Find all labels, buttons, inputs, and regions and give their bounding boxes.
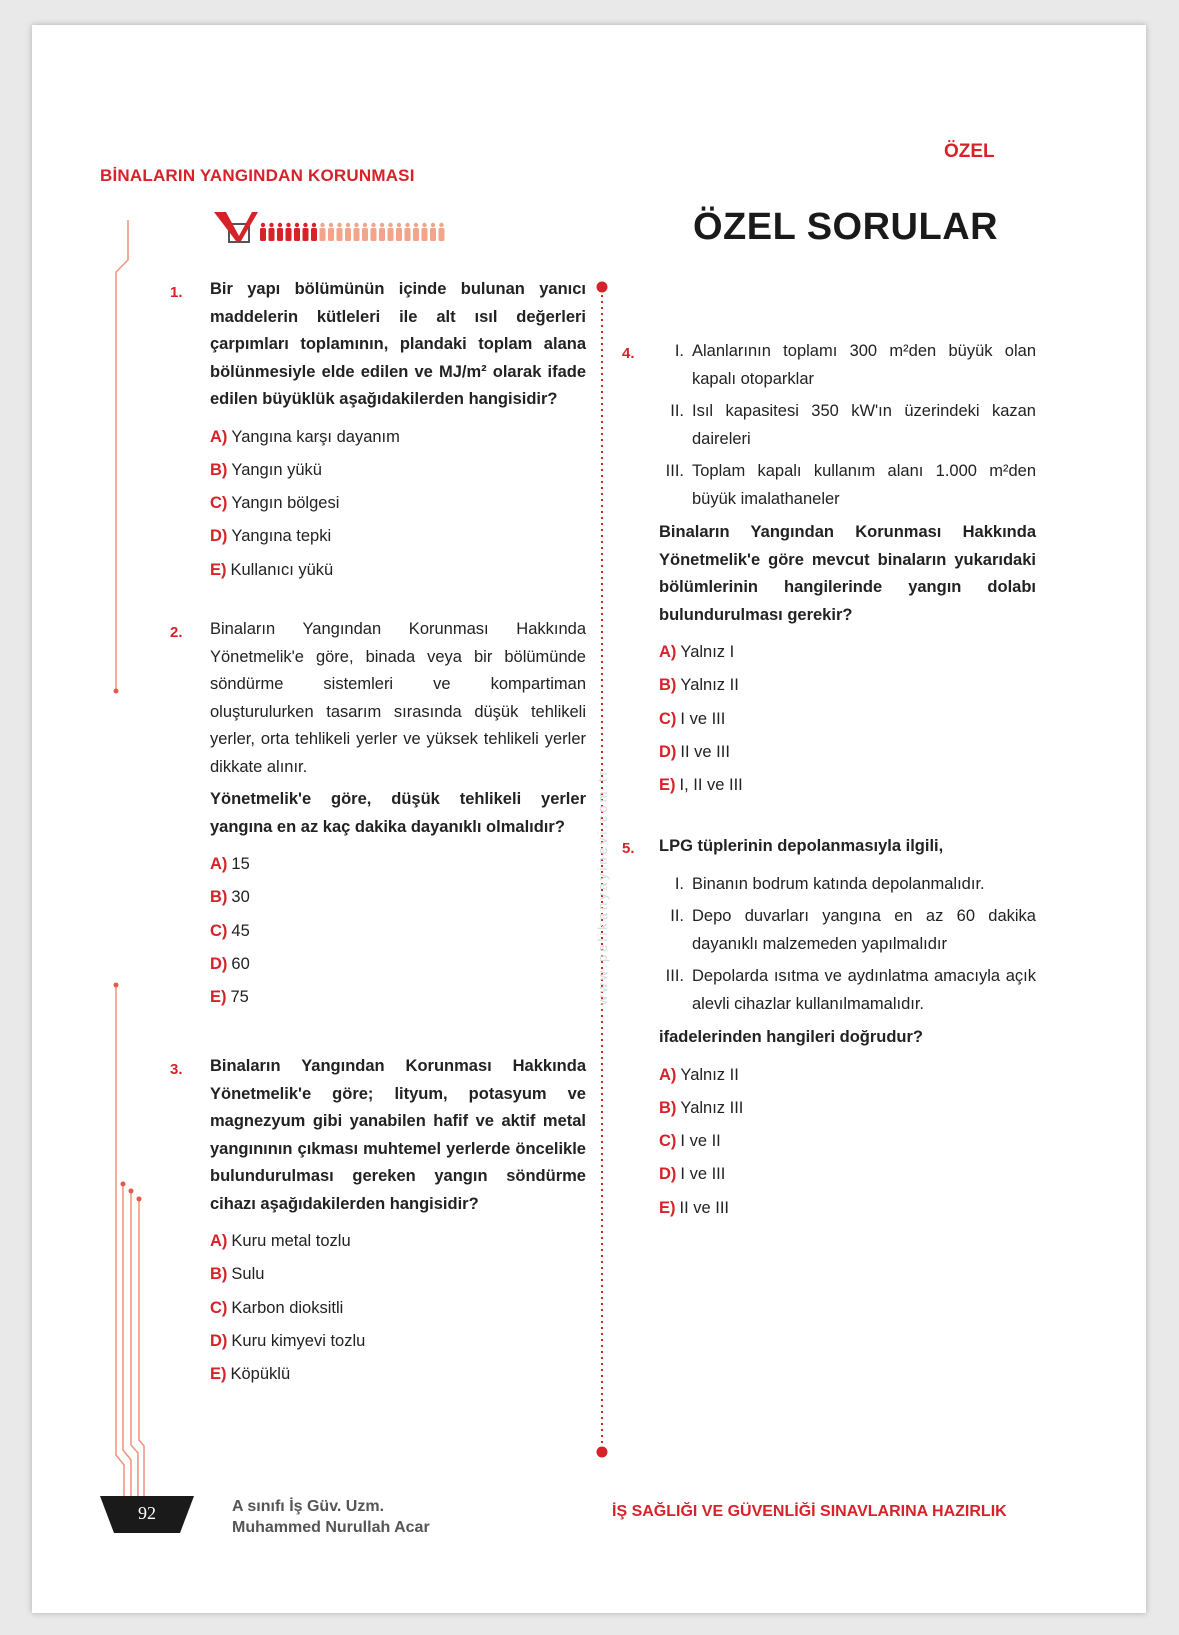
person-icon: [430, 223, 436, 241]
options: [210, 851, 586, 1017]
option-text: Kuru metal tozlu: [231, 1232, 351, 1250]
option-c[interactable]: [659, 706, 1036, 739]
question-number: 3.: [170, 1061, 183, 1078]
item-text: Binanın bodrum katında depolanmalıdır.: [692, 874, 985, 893]
option-letter: E): [210, 1365, 227, 1384]
option-a[interactable]: [210, 424, 586, 457]
person-icon: [260, 223, 266, 241]
option-letter: E): [659, 776, 676, 795]
option-d[interactable]: [210, 523, 586, 556]
page: [32, 25, 1146, 1613]
item-text: Depo duvarları yangına en az 60 dakika dayanıklı malzemeden yapılmalıdır: [692, 907, 1036, 953]
roman-numeral: I.: [674, 874, 684, 893]
option-e[interactable]: [210, 557, 586, 590]
question-2: [210, 616, 586, 1017]
option-a[interactable]: [210, 851, 586, 884]
person-icon: [379, 223, 385, 241]
roman-item: [659, 963, 1036, 1018]
option-letter: E): [210, 560, 227, 579]
option-b[interactable]: [210, 1261, 586, 1294]
person-icon: [328, 223, 334, 241]
roman-item: [659, 458, 1036, 513]
option-c[interactable]: [210, 918, 586, 951]
option-text: Sulu: [231, 1265, 265, 1284]
option-letter: B): [659, 676, 677, 695]
option-letter: A): [210, 855, 228, 873]
item-text: Depolarda ısıtma ve aydınlatma amacıyla açık alevli cihazlar kullanılmamalıdır.: [692, 967, 1036, 1013]
roman-item: [659, 398, 1036, 453]
option-text: 75: [230, 988, 249, 1007]
option-text: Kuru kimyevi tozlu: [231, 1331, 366, 1350]
question-intro: Binaların Yangından Korunması Hakkında Yönetmelik'e göre, binada veya bir bölümünde söndürme sistemleri ve kompartiman oluşturulurken tasarım sırasında düşük tehlikeli yerler, orta tehlikeli yerler ve yüksek tehlikeli yerler dikkate alınır.: [210, 620, 586, 776]
circuit-decoration: [100, 220, 160, 1510]
person-icon: [439, 223, 445, 241]
option-a[interactable]: [659, 639, 1036, 672]
option-text: Yangına tepki: [231, 527, 332, 546]
option-text: Köpüklü: [230, 1365, 291, 1384]
option-d[interactable]: [659, 1161, 1036, 1194]
item-text: Alanlarının toplamı 300 m²den büyük olan kapalı otoparklar: [692, 342, 1036, 388]
question-1: [210, 276, 586, 590]
option-b[interactable]: [210, 457, 586, 490]
book-title: İŞ SAĞLIĞI VE GÜVENLİĞİ SINAVLARINA HAZIRLIK: [612, 1503, 1007, 1520]
option-d[interactable]: [210, 951, 586, 984]
option-letter: D): [210, 527, 228, 546]
roman-numeral: II.: [670, 907, 684, 925]
page-title: ÖZEL SORULAR: [693, 206, 999, 248]
checkbox-people-icon: [212, 210, 462, 246]
option-letter: A): [210, 1232, 228, 1250]
author-name: Muhammed Nurullah Acar: [232, 1519, 430, 1536]
option-text: Karbon dioksitli: [231, 1298, 344, 1317]
option-text: 15: [231, 855, 250, 873]
option-letter: C): [210, 921, 228, 940]
person-icon: [354, 223, 360, 241]
option-text: I ve III: [680, 1165, 726, 1184]
options: [659, 1062, 1036, 1228]
person-icon: [345, 223, 351, 241]
option-letter: C): [659, 1132, 677, 1151]
option-text: 45: [231, 921, 250, 940]
question-number: 2.: [170, 624, 183, 641]
option-text: Kullanıcı yükü: [230, 560, 334, 579]
option-text: II ve III: [680, 742, 730, 761]
option-letter: E): [659, 1198, 676, 1217]
person-icon: [405, 223, 411, 241]
option-e[interactable]: [659, 1195, 1036, 1228]
option-a[interactable]: [210, 1228, 586, 1261]
option-text: I ve II: [680, 1132, 721, 1151]
person-icon: [422, 223, 428, 241]
option-text: 60: [231, 954, 250, 973]
option-letter: D): [210, 954, 228, 973]
question-intro: LPG tüplerinin depolanmasıyla ilgili,: [659, 837, 944, 855]
option-text: I ve III: [680, 709, 726, 728]
option-text: Yangın yükü: [231, 460, 322, 479]
option-letter: E): [210, 988, 227, 1007]
person-icon: [286, 223, 292, 241]
option-b[interactable]: [659, 1095, 1036, 1128]
option-letter: A): [659, 1065, 677, 1084]
question-4: [659, 338, 1036, 805]
person-icon: [320, 223, 326, 241]
option-letter: C): [659, 709, 677, 728]
person-icon: [337, 223, 343, 241]
option-text: Yangın bölgesi: [231, 494, 340, 513]
roman-item: [659, 903, 1036, 958]
person-icon: [396, 223, 402, 241]
option-letter: A): [659, 643, 677, 661]
question-text: Binaların Yangından Korunması Hakkında Yönetmelik'e göre; lityum, potasyum ve magnezyum gibi yanabilen hafif ve aktif metal yangınının çıkması muhtemel yerlerde öncelikle bulundurulması gereken yangın söndürme cihazı aşağıdakilerden hangisidir?: [210, 1057, 586, 1213]
option-text: Yalnız III: [680, 1098, 744, 1117]
option-c[interactable]: [659, 1128, 1036, 1161]
roman-numeral: I.: [674, 342, 684, 360]
option-text: II ve III: [679, 1198, 730, 1217]
option-letter: B): [659, 1098, 677, 1117]
roman-numeral: II.: [670, 402, 684, 420]
person-icon: [294, 223, 300, 241]
option-c[interactable]: [210, 490, 586, 523]
person-icon: [413, 223, 419, 241]
option-text: I, II ve III: [679, 776, 743, 795]
person-icon: [303, 223, 309, 241]
watermark: www.pelikanyayinevi.com.tr: [595, 768, 610, 1005]
question-3: [210, 1053, 586, 1394]
person-icon: [277, 223, 283, 241]
options: [659, 639, 1036, 805]
option-text: Yalnız I: [680, 643, 735, 661]
option-letter: D): [659, 1165, 677, 1184]
option-letter: B): [210, 888, 228, 907]
option-letter: C): [210, 1298, 228, 1317]
option-text: 30: [231, 888, 250, 907]
roman-item: [659, 871, 1036, 899]
question-number: 4.: [622, 345, 635, 362]
section-title: BİNALARIN YANGINDAN KORUNMASI: [100, 166, 415, 185]
option-text: Yalnız II: [680, 676, 739, 695]
options: [210, 424, 586, 590]
option-letter: A): [210, 427, 228, 446]
page-number: 92: [138, 1503, 156, 1523]
person-icon: [362, 223, 368, 241]
option-e[interactable]: [210, 984, 586, 1017]
question-text: Yönetmelik'e göre, düşük tehlikeli yerler yangına en az kaç dakika dayanıklı olmalıdır?: [210, 790, 586, 836]
option-e[interactable]: [210, 1361, 586, 1394]
person-icon: [371, 223, 377, 241]
item-text: Toplam kapalı kullanım alanı 1.000 m²den büyük imalathaneler: [692, 462, 1036, 508]
option-letter: B): [210, 460, 228, 479]
option-letter: B): [210, 1265, 228, 1284]
question-text: Bir yapı bölümünün içinde bulunan yanıcı maddelerin kütleleri ile alt ısıl değerleri çarpımları toplamının, plandaki toplam alana bölünmesiyle elde edilen ve MJ/m² olarak ifade edilen büyüklük aşağıdakilerden hangisidir?: [210, 280, 586, 408]
roman-numeral: III.: [665, 462, 684, 480]
question-number: 5.: [622, 840, 635, 857]
option-e[interactable]: [659, 772, 1036, 805]
person-icon: [311, 223, 317, 241]
question-text: Binaların Yangından Korunması Hakkında Yönetmelik'e göre mevcut binaların yukarıdaki bölümlerinin hangilerinde yangın dolabı bulundurulması gerekir?: [659, 523, 1036, 624]
person-icon: [269, 223, 275, 241]
option-letter: C): [210, 494, 228, 513]
person-icon: [388, 223, 394, 241]
option-a[interactable]: [659, 1062, 1036, 1095]
question-text: ifadelerinden hangileri doğrudur?: [659, 1028, 924, 1046]
question-number: 1.: [170, 284, 183, 301]
roman-item: [659, 338, 1036, 393]
author: [232, 1496, 430, 1538]
options: [210, 1228, 586, 1394]
author-title: A sınıfı İş Güv. Uzm.: [232, 1498, 385, 1515]
option-b[interactable]: [659, 672, 1036, 705]
roman-numeral: III.: [665, 967, 684, 985]
option-letter: D): [210, 1331, 228, 1350]
option-d[interactable]: [210, 1328, 586, 1361]
option-text: Yalnız II: [680, 1065, 739, 1084]
section-tag: ÖZEL: [944, 141, 995, 162]
option-letter: D): [659, 742, 677, 761]
option-b[interactable]: [210, 884, 586, 917]
option-text: Yangına karşı dayanım: [231, 427, 400, 446]
question-5: [659, 833, 1036, 1228]
option-d[interactable]: [659, 739, 1036, 772]
option-c[interactable]: [210, 1295, 586, 1328]
item-text: Isıl kapasitesi 350 kW'ın üzerindeki kazan daireleri: [692, 402, 1036, 448]
